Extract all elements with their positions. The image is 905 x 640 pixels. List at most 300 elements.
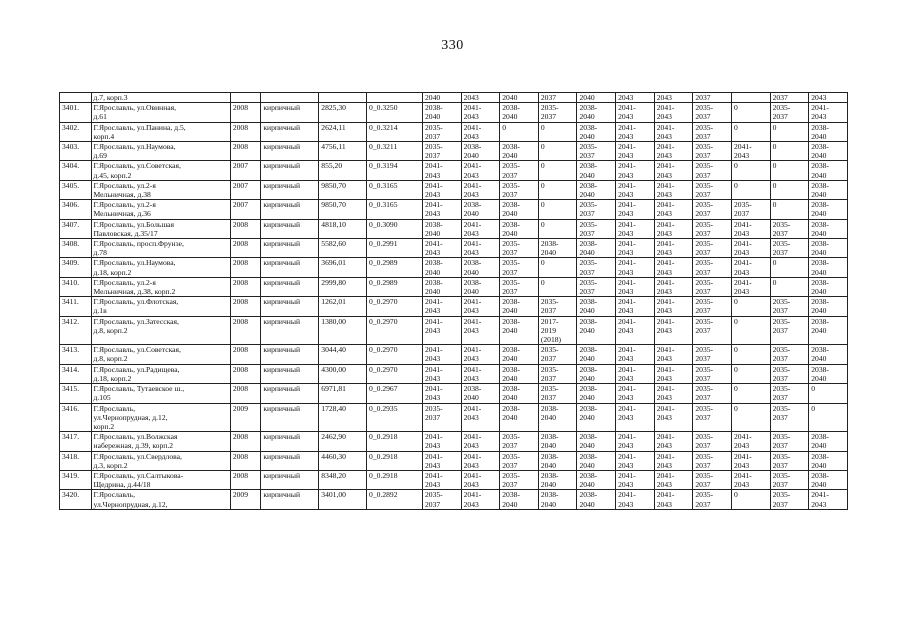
table-cell: 4460,30 xyxy=(319,451,367,470)
table-row xyxy=(60,277,848,296)
table-cell: 0 xyxy=(731,364,770,383)
table-cell: 5582,60 xyxy=(319,239,367,258)
table-cell: 3403. xyxy=(60,142,92,161)
table-row xyxy=(60,403,848,432)
table-cell: 2041- 2043 xyxy=(616,364,655,383)
table-cell: 2038- 2040 xyxy=(577,490,616,509)
table-cell: 4300,00 xyxy=(319,364,367,383)
table-cell: 3401. xyxy=(60,103,92,122)
table-cell: 2041- 2043 xyxy=(654,490,693,509)
table-cell: 2041- 2043 xyxy=(461,316,500,345)
table-cell: 2035- 2037 xyxy=(500,239,539,258)
table-cell: 2008 xyxy=(230,432,261,451)
table-cell: 2041- 2043 xyxy=(461,470,500,489)
table-cell: 9850,70 xyxy=(319,180,367,199)
table-cell: 2041- 2043 xyxy=(654,239,693,258)
table-cell: 2038- 2040 xyxy=(461,142,500,161)
table-cell: 2038- 2040 xyxy=(538,490,577,509)
table-cell: 2008 xyxy=(230,384,261,403)
table-cell: 0 xyxy=(770,161,809,180)
table-cell: Г.Ярославль, ул.Большая Павловская, д.35/17 xyxy=(91,219,230,238)
table-cell: 2035- 2037 xyxy=(500,277,539,296)
table-row xyxy=(60,490,848,509)
table-cell: 3415. xyxy=(60,384,92,403)
table-cell: 2035- 2037 xyxy=(500,161,539,180)
table-cell: Г.Ярославль, ул.Радищева, д.18, корп.2 xyxy=(91,364,230,383)
table-cell: 2035- 2037 xyxy=(770,470,809,489)
table-cell: 0 xyxy=(538,161,577,180)
table-cell: 2038- 2040 xyxy=(577,470,616,489)
table-cell: 2035- 2037 xyxy=(693,239,732,258)
table-cell: 2038- 2040 xyxy=(577,180,616,199)
table-cell: 2041- 2043 xyxy=(616,316,655,345)
table-cell: кирпичный xyxy=(261,384,319,403)
table-cell: 2038- 2040 xyxy=(422,258,461,277)
table-cell: 2008 xyxy=(230,219,261,238)
table-cell: 2038- 2040 xyxy=(500,297,539,316)
table-cell: 2035- 2037 xyxy=(577,200,616,219)
table-cell: 2035- 2037 xyxy=(770,103,809,122)
table-cell: 1380,00 xyxy=(319,316,367,345)
table-row xyxy=(60,239,848,258)
table-cell: 2035- 2037 xyxy=(422,142,461,161)
table-cell: 2041- 2043 xyxy=(616,161,655,180)
table-row xyxy=(60,451,848,470)
table-cell: 2038- 2040 xyxy=(577,432,616,451)
table-cell: д.7, корп.3 xyxy=(91,93,230,103)
table-cell: 2035- 2037 xyxy=(770,403,809,432)
table-cell: 0 xyxy=(770,180,809,199)
table-cell: 2038- 2040 xyxy=(500,142,539,161)
table-cell: 0 xyxy=(731,384,770,403)
table-cell: 3417. xyxy=(60,432,92,451)
table-cell: 2041- 2043 xyxy=(654,219,693,238)
table-row xyxy=(60,200,848,219)
table-row xyxy=(60,384,848,403)
table-cell: 2035- 2037 xyxy=(577,258,616,277)
table-cell: 2037 xyxy=(538,93,577,103)
table-cell: кирпичный xyxy=(261,219,319,238)
table-cell: 2035- 2037 xyxy=(770,345,809,364)
table-cell: 2035- 2037 xyxy=(538,364,577,383)
table-cell: 2041- 2043 xyxy=(422,180,461,199)
table-row xyxy=(60,103,848,122)
table-row xyxy=(60,297,848,316)
table-cell: 2041- 2043 xyxy=(461,490,500,509)
table-cell: 2040 xyxy=(577,93,616,103)
table-cell: 2041- 2043 xyxy=(616,384,655,403)
table-cell: 3411. xyxy=(60,297,92,316)
table-cell: 0 xyxy=(731,122,770,141)
table-cell: 2035- 2037 xyxy=(770,316,809,345)
table-cell: 0 xyxy=(731,345,770,364)
table-cell: Г.Ярославль, ул.Советская, д.45, корп.2 xyxy=(91,161,230,180)
table-cell: 2008 xyxy=(230,470,261,489)
table-cell: 2035- 2037 xyxy=(693,316,732,345)
table-cell: 2038- 2040 xyxy=(577,384,616,403)
table-cell: 2041- 2043 xyxy=(654,258,693,277)
table-cell: 2038- 2040 xyxy=(461,384,500,403)
table-cell: 2038- 2040 xyxy=(422,277,461,296)
table-cell: 2041- 2043 xyxy=(654,345,693,364)
table-cell: кирпичный xyxy=(261,432,319,451)
table-cell: 0 xyxy=(538,142,577,161)
table-cell: 2008 xyxy=(230,103,261,122)
table-cell: 2041- 2043 xyxy=(809,490,848,509)
table-cell: 2038- 2040 xyxy=(577,297,616,316)
table-cell: 2040 xyxy=(422,93,461,103)
table-cell: 2038- 2040 xyxy=(422,219,461,238)
table-cell: кирпичный xyxy=(261,403,319,432)
table-cell: 0_0.2935 xyxy=(367,403,423,432)
table-cell: 0 xyxy=(731,316,770,345)
table-cell: 3407. xyxy=(60,219,92,238)
table-cell: 3409. xyxy=(60,258,92,277)
table-cell: Г.Ярославль, ул.Наумова, д.69 xyxy=(91,142,230,161)
table-cell: 0 xyxy=(731,490,770,509)
table-cell: 2009 xyxy=(230,403,261,432)
table-cell: 2035- 2037 xyxy=(538,297,577,316)
table-cell: 2035- 2037 xyxy=(770,384,809,403)
table-cell: 0 xyxy=(731,403,770,432)
table-cell: 2038- 2040 xyxy=(500,490,539,509)
table-cell: 0 xyxy=(538,200,577,219)
table-cell: 2038- 2040 xyxy=(809,364,848,383)
table-cell: 0 xyxy=(731,180,770,199)
table-cell: 2041- 2043 xyxy=(422,470,461,489)
table-cell: 0 xyxy=(770,122,809,141)
table-cell: 2008 xyxy=(230,451,261,470)
table-cell: 2041- 2043 xyxy=(731,470,770,489)
table-cell: 2041- 2043 xyxy=(422,316,461,345)
table-cell: 2041- 2043 xyxy=(616,103,655,122)
table-cell: 2038- 2040 xyxy=(500,345,539,364)
table-cell: 0_0.2970 xyxy=(367,345,423,364)
table-cell: 3406. xyxy=(60,200,92,219)
table-cell: 0 xyxy=(538,258,577,277)
table-cell: 3044,40 xyxy=(319,345,367,364)
table-cell: кирпичный xyxy=(261,345,319,364)
table-cell: 2035- 2037 xyxy=(693,200,732,219)
table-row xyxy=(60,316,848,345)
table-cell: 2041- 2043 xyxy=(422,297,461,316)
table-cell: 0 xyxy=(538,122,577,141)
table-cell: 2038- 2040 xyxy=(500,384,539,403)
table-cell: Г.Ярославль, ул.2-я Мельничная, д.38 xyxy=(91,180,230,199)
table-cell: 2038- 2040 xyxy=(809,432,848,451)
table-cell: 2041- 2043 xyxy=(731,258,770,277)
table-cell: 2041- 2043 xyxy=(461,403,500,432)
table-cell: 2041- 2043 xyxy=(654,432,693,451)
table-cell: 2035- 2037 xyxy=(693,161,732,180)
table-cell xyxy=(60,93,92,103)
table-cell: 2038- 2040 xyxy=(809,122,848,141)
table-cell: 0 xyxy=(538,219,577,238)
table-cell: 2041- 2043 xyxy=(616,219,655,238)
table-cell: 2008 xyxy=(230,277,261,296)
table-cell: 2035- 2037 xyxy=(500,258,539,277)
table-cell: 2007 xyxy=(230,180,261,199)
table-cell: 2035- 2037 xyxy=(422,403,461,432)
table-cell: 2035- 2037 xyxy=(500,180,539,199)
table-cell: 2041- 2043 xyxy=(616,239,655,258)
table-cell: 2035- 2037 xyxy=(770,451,809,470)
table-cell: кирпичный xyxy=(261,490,319,509)
table-cell: 2008 xyxy=(230,364,261,383)
table-cell: 2041- 2043 xyxy=(616,297,655,316)
table-cell: 2037 xyxy=(770,93,809,103)
table-cell: 2035- 2037 xyxy=(770,490,809,509)
table-cell: 0_0.3214 xyxy=(367,122,423,141)
table-cell: Г.Ярославль, ул.Затесская, д.8, корп.2 xyxy=(91,316,230,345)
table-cell: 2035- 2037 xyxy=(770,297,809,316)
table-cell: кирпичный xyxy=(261,297,319,316)
table-cell xyxy=(230,93,261,103)
table-cell: 2041- 2043 xyxy=(654,403,693,432)
table-cell: кирпичный xyxy=(261,316,319,345)
table-cell: 0_0.3165 xyxy=(367,200,423,219)
table-cell: 2008 xyxy=(230,142,261,161)
table-cell: 2038- 2040 xyxy=(500,200,539,219)
table-cell: 2038- 2040 xyxy=(500,403,539,432)
table-cell: 2008 xyxy=(230,258,261,277)
table-cell: 2038- 2040 xyxy=(500,103,539,122)
table-cell: 2041- 2043 xyxy=(461,103,500,122)
table-cell: 0 xyxy=(538,277,577,296)
table-cell: 0_0.2970 xyxy=(367,316,423,345)
table-cell: 2038- 2040 xyxy=(809,297,848,316)
table-cell: Г.Ярославль, ул.Наумова, д.18, корп.2 xyxy=(91,258,230,277)
table-cell: 8348,20 xyxy=(319,470,367,489)
table-cell: 2041- 2043 xyxy=(616,200,655,219)
table-cell: 2041- 2043 xyxy=(616,277,655,296)
table-cell: 2041- 2043 xyxy=(422,364,461,383)
table-cell: 2035- 2037 xyxy=(693,451,732,470)
table-cell: 2041- 2043 xyxy=(654,384,693,403)
table-cell: 2999,80 xyxy=(319,277,367,296)
table-cell: 2035- 2037 xyxy=(538,384,577,403)
table-cell: Г.Ярославль, ул.Панина, д.5, корп.4 xyxy=(91,122,230,141)
table-cell: 2038- 2040 xyxy=(538,451,577,470)
table-cell: 0_0.2918 xyxy=(367,451,423,470)
table-cell: 2041- 2043 xyxy=(654,451,693,470)
table-cell: 2038- 2040 xyxy=(809,161,848,180)
table-row xyxy=(60,432,848,451)
table-cell: 2041- 2043 xyxy=(616,451,655,470)
table-cell: 2038- 2040 xyxy=(577,103,616,122)
table-cell: кирпичный xyxy=(261,103,319,122)
table-cell: кирпичный xyxy=(261,161,319,180)
table-cell: 2041- 2043 xyxy=(731,432,770,451)
table-cell: 3420. xyxy=(60,490,92,509)
table-cell: 2043 xyxy=(809,93,848,103)
table-cell: 2041- 2043 xyxy=(616,470,655,489)
table-cell: кирпичный xyxy=(261,451,319,470)
table-cell: 2038- 2040 xyxy=(577,316,616,345)
table-cell: 0 xyxy=(770,258,809,277)
table-cell: 3414. xyxy=(60,364,92,383)
table-cell: 2038- 2040 xyxy=(461,277,500,296)
table-cell: 2035- 2037 xyxy=(770,432,809,451)
table-cell: 2038- 2040 xyxy=(577,239,616,258)
table-cell: 3410. xyxy=(60,277,92,296)
table-cell: Г.Ярославль, ул.2-я Мельничная, д.38, корп.2 xyxy=(91,277,230,296)
table-cell: 2041- 2043 xyxy=(422,200,461,219)
table-cell: Г.Ярославль, ул.Флотская, д.1в xyxy=(91,297,230,316)
table-row xyxy=(60,180,848,199)
table-cell: 2043 xyxy=(654,93,693,103)
table-row xyxy=(60,470,848,489)
table-cell: 2038- 2040 xyxy=(577,122,616,141)
table-cell: 3412. xyxy=(60,316,92,345)
table-cell: 0 xyxy=(770,142,809,161)
table-cell: Г.Ярославль, ул.Волжская набережная, д.39, корп.2 xyxy=(91,432,230,451)
table-cell: 2041- 2043 xyxy=(616,432,655,451)
table-cell: 2038- 2040 xyxy=(809,200,848,219)
table-cell: 0_0.2918 xyxy=(367,432,423,451)
table-cell: 2038- 2040 xyxy=(577,451,616,470)
table-cell: 2035- 2037 xyxy=(693,103,732,122)
table-cell: 2038- 2040 xyxy=(809,451,848,470)
table-cell: 3404. xyxy=(60,161,92,180)
table-cell: 2007 xyxy=(230,200,261,219)
table-cell: Г.Ярославль, ул.2-я Мельничная, д.36 xyxy=(91,200,230,219)
table-cell: 855,20 xyxy=(319,161,367,180)
table-cell: 2462,90 xyxy=(319,432,367,451)
table-cell: 2035- 2037 xyxy=(770,219,809,238)
table-cell: 1262,01 xyxy=(319,297,367,316)
table-cell xyxy=(319,93,367,103)
table-cell: 2041- 2043 xyxy=(731,219,770,238)
table-cell: 2041- 2043 xyxy=(616,122,655,141)
table-cell: 2041- 2043 xyxy=(731,239,770,258)
table-cell: кирпичный xyxy=(261,142,319,161)
table-cell: 9850,70 xyxy=(319,200,367,219)
table-cell: 2038- 2040 xyxy=(809,142,848,161)
table-cell: 2038- 2040 xyxy=(538,470,577,489)
table-cell: 2041- 2043 xyxy=(461,364,500,383)
table-cell: 0 xyxy=(538,180,577,199)
table-cell: 2041- 2043 xyxy=(654,161,693,180)
table-cell: кирпичный xyxy=(261,239,319,258)
table-cell: 2041- 2043 xyxy=(654,364,693,383)
table-cell: 2038- 2040 xyxy=(500,364,539,383)
table-row xyxy=(60,161,848,180)
table-cell: 2017- 2019 (2018) xyxy=(538,316,577,345)
table-cell: 2035- 2037 xyxy=(693,345,732,364)
table-cell: 2038- 2040 xyxy=(809,277,848,296)
table-cell xyxy=(261,93,319,103)
table-cell: 2041- 2043 xyxy=(616,258,655,277)
table-cell: 2041- 2043 xyxy=(461,219,500,238)
table-cell: 0_0.3090 xyxy=(367,219,423,238)
table-cell: 2035- 2037 xyxy=(693,180,732,199)
table-cell: 2038- 2040 xyxy=(538,239,577,258)
table-cell: 0 xyxy=(809,384,848,403)
table-cell: Г.Ярославль, ул.Советская, д.8, корп.2 xyxy=(91,345,230,364)
table-cell: 2035- 2037 xyxy=(693,142,732,161)
table-cell: 2041- 2043 xyxy=(616,180,655,199)
table-cell: 3408. xyxy=(60,239,92,258)
table-cell: 2038- 2040 xyxy=(577,161,616,180)
table-cell: 2035- 2037 xyxy=(577,277,616,296)
table-cell: 2007 xyxy=(230,161,261,180)
table-cell: 2041- 2043 xyxy=(654,122,693,141)
table-row xyxy=(60,142,848,161)
table-cell: 2041- 2043 xyxy=(422,432,461,451)
table-cell: 2041- 2043 xyxy=(422,239,461,258)
table-cell: 0_0.3165 xyxy=(367,180,423,199)
table-cell: 0_0.2989 xyxy=(367,258,423,277)
table-cell: 2008 xyxy=(230,297,261,316)
table-cell: кирпичный xyxy=(261,180,319,199)
table-cell: 2035- 2037 xyxy=(770,239,809,258)
table-cell: 3419. xyxy=(60,470,92,489)
table-cell: 2041- 2043 xyxy=(616,403,655,432)
table-cell: 3418. xyxy=(60,451,92,470)
table-cell: 0 xyxy=(731,103,770,122)
table-cell: 2035- 2037 xyxy=(422,122,461,141)
table-row xyxy=(60,219,848,238)
table-cell: 3405. xyxy=(60,180,92,199)
table-cell: 0 xyxy=(500,122,539,141)
table-cell: 4756,11 xyxy=(319,142,367,161)
table-cell: 2035- 2037 xyxy=(500,470,539,489)
table-cell: Г.Ярославль, ул.Свердлова, д.3, корп.2 xyxy=(91,451,230,470)
table-cell: Г.Ярославль, ул.Овинная, д.61 xyxy=(91,103,230,122)
table-cell: Г.Ярославль, просп.Фрунзе, д.78 xyxy=(91,239,230,258)
table-cell: 0 xyxy=(770,277,809,296)
table-cell: 2035- 2037 xyxy=(577,142,616,161)
table-cell: 2038- 2040 xyxy=(577,345,616,364)
table-cell: 0_0.2970 xyxy=(367,364,423,383)
table-cell: 2035- 2037 xyxy=(577,219,616,238)
table-cell: 2035- 2037 xyxy=(693,490,732,509)
table-cell: 2041- 2043 xyxy=(461,345,500,364)
table-cell: 3401,00 xyxy=(319,490,367,509)
housing-table xyxy=(59,92,848,510)
table-cell: 2041- 2043 xyxy=(731,277,770,296)
table-cell: 2041- 2043 xyxy=(654,142,693,161)
table-cell: 2035- 2037 xyxy=(538,103,577,122)
table-cell: 2624,11 xyxy=(319,122,367,141)
table-cell: 3413. xyxy=(60,345,92,364)
table-cell: 2041- 2043 xyxy=(461,180,500,199)
table-cell: 2009 xyxy=(230,490,261,509)
table-cell: 3696,01 xyxy=(319,258,367,277)
table-cell: 2041- 2043 xyxy=(654,470,693,489)
table-cell: 2825,30 xyxy=(319,103,367,122)
table-row xyxy=(60,345,848,364)
table-cell: 2041- 2043 xyxy=(422,161,461,180)
table-cell: 2035- 2037 xyxy=(693,122,732,141)
table-row-continued xyxy=(60,93,848,103)
table-cell: 0_0.2991 xyxy=(367,239,423,258)
table-cell: 2038- 2040 xyxy=(422,103,461,122)
table-cell: 0 xyxy=(809,403,848,432)
table-cell: кирпичный xyxy=(261,258,319,277)
table-cell: кирпичный xyxy=(261,470,319,489)
table-cell: 4818,10 xyxy=(319,219,367,238)
table-cell: 2041- 2043 xyxy=(654,103,693,122)
table-cell: 2038- 2040 xyxy=(809,219,848,238)
table-cell: 2008 xyxy=(230,239,261,258)
table-cell: 2008 xyxy=(230,345,261,364)
table-cell: 0 xyxy=(731,161,770,180)
table-cell: 0_0.2967 xyxy=(367,384,423,403)
table-cell: 0_0.3211 xyxy=(367,142,423,161)
table-cell xyxy=(731,93,770,103)
